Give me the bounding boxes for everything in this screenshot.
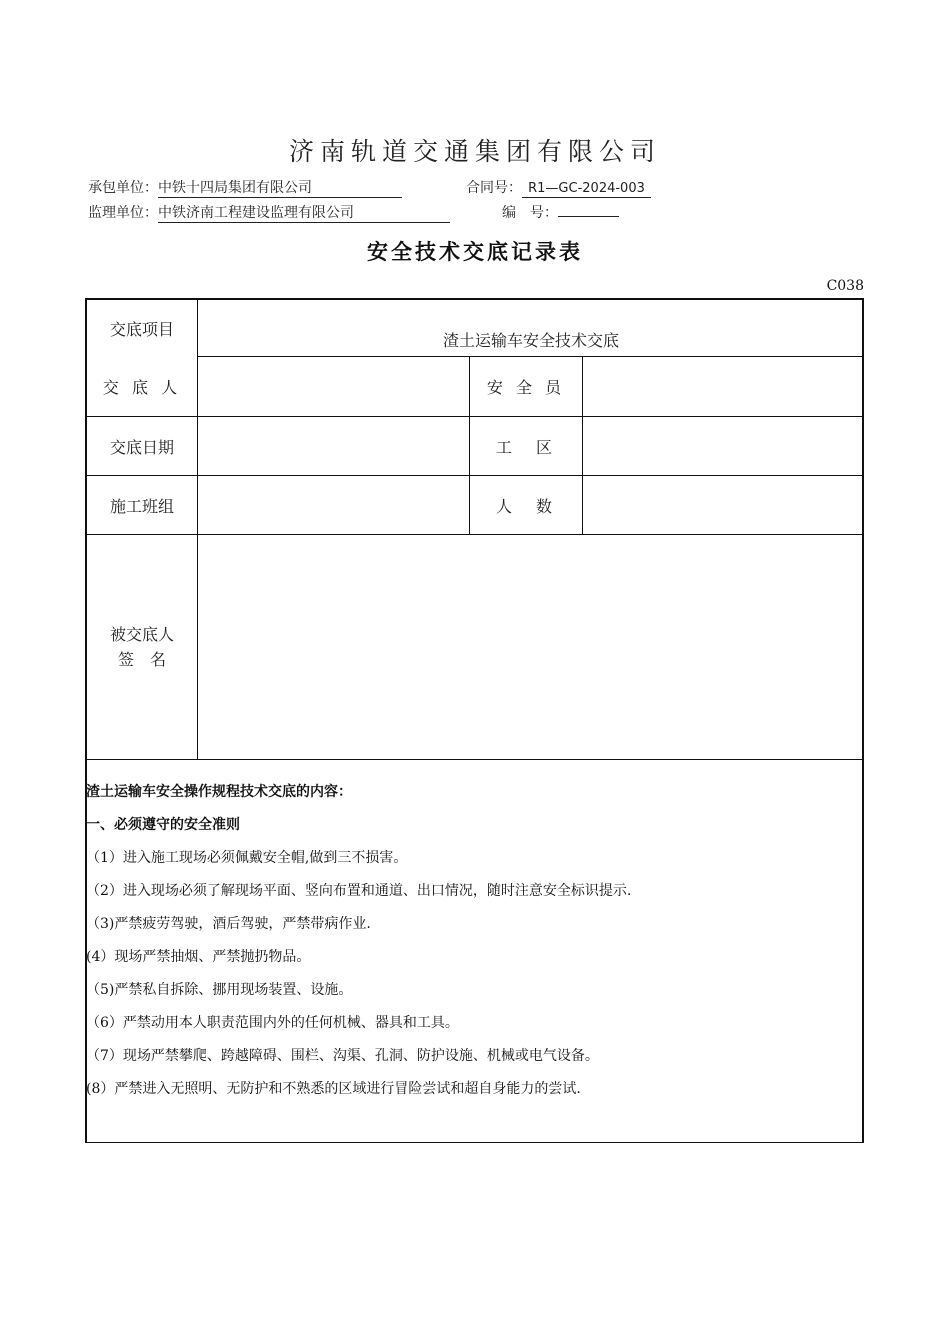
rule-item: (4）现场严禁抽烟、严禁抛扔物品。 xyxy=(86,949,311,965)
supervisor-value: 中铁济南工程建设监理有限公司 xyxy=(158,205,450,223)
contract-no-row xyxy=(466,177,651,198)
work-area-label: 工 区 xyxy=(495,437,556,457)
contract-no-value: R1—GC-2024-003 xyxy=(522,180,651,198)
contractor-row xyxy=(88,177,402,198)
signature-label-line2: 签 名 xyxy=(117,650,166,669)
project-label: 交底项目 xyxy=(109,319,174,339)
team-label: 施工班组 xyxy=(109,496,174,516)
rule-item: （3)严禁疲劳驾驶，酒后驾驶，严禁带病作业. xyxy=(86,916,371,932)
supervisor-label: 监理单位： xyxy=(88,205,158,221)
project-value[interactable]: 渣土运输车安全技术交底 xyxy=(442,330,619,350)
section-title: 一、必须遵守的安全准则 xyxy=(86,817,240,833)
number-value xyxy=(558,216,619,217)
supervisor-row xyxy=(88,202,450,223)
company-name: 济南轨道交通集团有限公司 xyxy=(288,137,661,166)
safety-officer-field[interactable] xyxy=(583,357,864,416)
form-title: 安全技术交底记录表 xyxy=(367,240,583,264)
headcount-label: 人 数 xyxy=(495,496,556,516)
rule-item: （1）进入施工现场必须佩戴安全帽,做到三不损害。 xyxy=(86,850,408,866)
signature-label-line1: 被交底人 xyxy=(109,625,174,644)
rule-item: （6）严禁动用本人职责范围内外的任何机械、器具和工具。 xyxy=(86,1015,459,1031)
work-area-field[interactable] xyxy=(583,417,864,475)
safety-officer-label: 安 全 员 xyxy=(486,378,566,397)
rule-item: （5)严禁私自拆除、挪用现场装置、设施。 xyxy=(86,982,353,998)
form-code: C038 xyxy=(826,278,864,294)
number-label: 编 号： xyxy=(502,205,558,221)
presenter-label: 交 底 人 xyxy=(102,378,182,397)
signature-area[interactable] xyxy=(198,535,864,759)
contractor-label: 承包单位： xyxy=(88,180,158,196)
briefing-content xyxy=(86,776,856,1106)
row-divider xyxy=(85,759,864,760)
contractor-value: 中铁十四局集团有限公司 xyxy=(158,180,402,198)
presenter-field[interactable] xyxy=(198,357,469,416)
content-heading: 渣土运输车安全操作规程技术交底的内容： xyxy=(86,784,352,800)
rule-item: （2）进入现场必须了解现场平面、竖向布置和通道、出口情况，随时注意安全标识提示. xyxy=(86,883,632,899)
headcount-field[interactable] xyxy=(583,476,864,534)
date-field[interactable] xyxy=(198,417,469,475)
rule-item: （7）现场严禁攀爬、跨越障碍、围栏、沟渠、孔洞、防护设施、机械或电气设备。 xyxy=(86,1048,599,1064)
team-field[interactable] xyxy=(198,476,469,534)
signature-label xyxy=(87,535,197,759)
date-label: 交底日期 xyxy=(109,437,174,457)
rule-item: (8）严禁进入无照明、无防护和不熟悉的区域进行冒险尝试和超自身能力的尝试. xyxy=(86,1081,581,1097)
contract-no-label: 合同号： xyxy=(466,180,522,196)
number-row xyxy=(502,202,619,222)
